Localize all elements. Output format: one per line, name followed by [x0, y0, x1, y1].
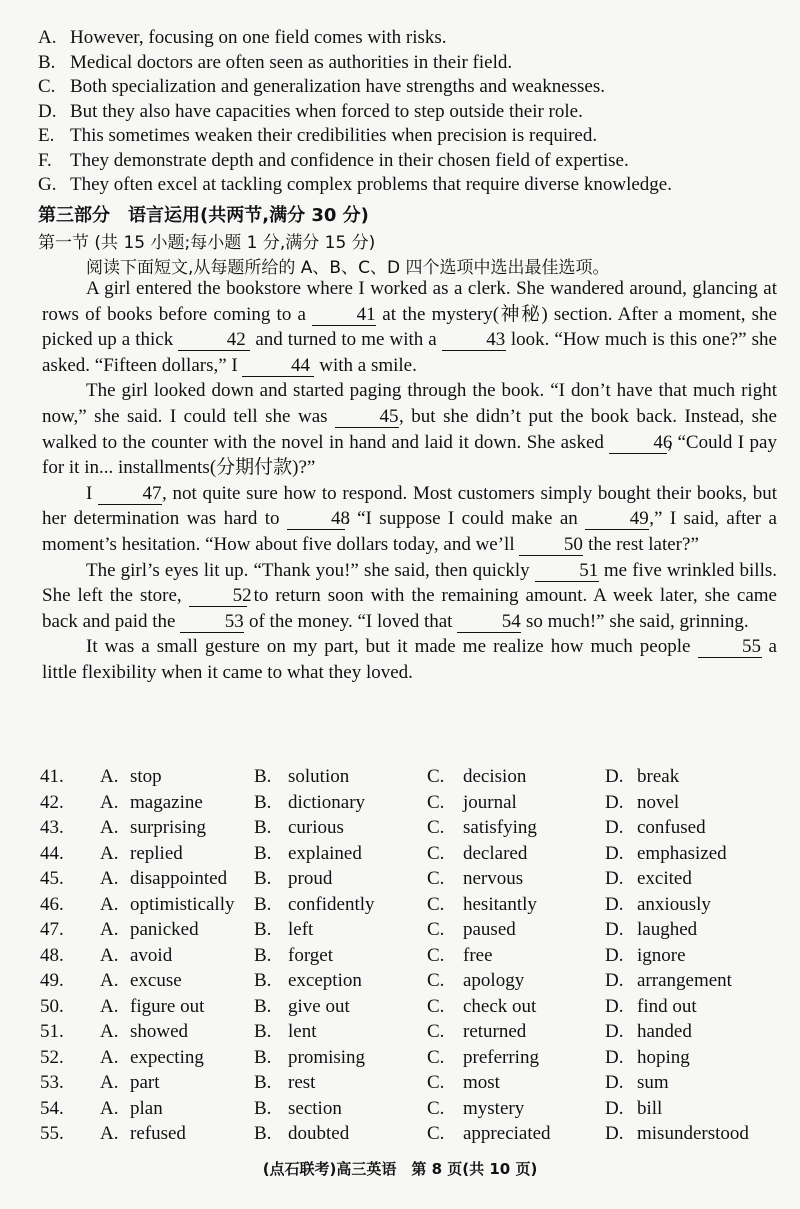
option-label-d: D. — [605, 868, 624, 889]
choice-d: confused — [637, 817, 706, 838]
choice-d: excited — [637, 868, 692, 889]
choice-d: bill — [637, 1097, 663, 1119]
option-label-c: C. — [427, 944, 445, 966]
page-footer: (点石联考)高三英语 第 8 页(共 10 页) — [262, 1160, 538, 1178]
choice-d: laughed — [637, 919, 698, 940]
question-row — [40, 1045, 780, 1071]
option-label-a: A. — [100, 1072, 119, 1093]
choice-a: excuse — [130, 970, 182, 991]
blank-43: 43 — [442, 330, 506, 351]
choice-a: avoid — [130, 944, 173, 966]
option-label-c: C. — [427, 970, 445, 991]
question-number: 54. — [40, 1097, 64, 1119]
blank-44: 44 — [242, 356, 314, 377]
instruction: 阅读下面短文,从每题所给的 A、B、C、D 四个选项中选出最佳选项。 — [86, 258, 610, 278]
choice-a: showed — [130, 1021, 189, 1042]
question-row — [40, 1070, 780, 1096]
question-number: 46. — [40, 893, 64, 915]
choice-b: confidently — [288, 893, 375, 915]
paragraph-3: I 47, not quite sure how to respond. Most customers simply bought their books, but her determination was hard to 48. “I suppose I could make an 49,” I said, after a moment’s hesitation. “How about five dollars today, and we’ll 50 the rest later?” — [42, 482, 778, 555]
paragraph-2: The girl looked down and started paging through the book. “I don’t have that much right now,” she said. I could tell she was 45, but she didn’t put the book back. Instead, she walked to the counter with the novel in hand and laid it down. She asked 46, “Could I pay for it in... installments(分期付款)?” — [42, 380, 777, 479]
question-number: 47. — [40, 919, 64, 940]
option-label-b: B. — [254, 1123, 272, 1144]
option-label-c: C. — [427, 817, 445, 838]
question-row — [40, 764, 780, 790]
option-label-a: A. — [100, 1046, 119, 1068]
option-b: B. Medical doctors are often seen as authorities in their field. — [38, 51, 513, 73]
section-title: 第三部分 语言运用(共两节,满分 30 分) — [38, 205, 369, 226]
choice-c: most — [463, 1072, 500, 1093]
option-label-a: A. — [100, 919, 119, 940]
choice-b: promising — [288, 1046, 366, 1068]
option-label-b: B. — [254, 1021, 272, 1042]
option-label-a: A. — [100, 817, 119, 838]
choice-b: dictionary — [288, 791, 366, 813]
option-label-d: D. — [605, 1021, 624, 1042]
paragraph-1: A girl entered the bookstore where I worked as a clerk. She wandered around, glancing at rows of books before coming to a 41 at the mystery(神秘) section. After a moment, she picked up a thick 42 and turned to me with a 43 look. “How much is this one?” she asked. “Fifteen dollars,” I 44 with a smile. — [42, 278, 777, 376]
blank-42: 42 — [178, 330, 250, 351]
choice-c: mystery — [463, 1097, 525, 1119]
option-label-d: D. — [605, 766, 624, 787]
question-list — [40, 764, 780, 1147]
choice-a: refused — [130, 1123, 186, 1144]
choice-d: ignore — [637, 944, 686, 966]
option-label-a: A. — [100, 944, 119, 966]
option-label-b: B. — [254, 842, 272, 864]
paragraph-5: It was a small gesture on my part, but it made me realize how much people 55 a little flexibility when it came to what they loved. — [42, 636, 777, 683]
option-label-a: A. — [100, 893, 119, 915]
choice-a: magazine — [130, 791, 203, 813]
choice-a: part — [130, 1072, 160, 1093]
option-label-c: C. — [427, 1046, 445, 1068]
choice-c: preferring — [463, 1046, 539, 1068]
option-list — [38, 26, 778, 198]
choice-d: find out — [637, 995, 697, 1017]
question-row — [40, 866, 780, 892]
option-label-b: B. — [254, 970, 272, 991]
option-label-b: B. — [254, 766, 272, 787]
choice-b: explained — [288, 842, 362, 864]
option-label-a: A. — [100, 791, 119, 813]
blank-54: 54 — [457, 612, 521, 633]
choice-c: journal — [463, 791, 517, 813]
option-label-c: C. — [427, 1123, 445, 1144]
question-number: 53. — [40, 1072, 64, 1093]
option-label-b: B. — [254, 1046, 272, 1068]
option-label-c: C. — [427, 842, 445, 864]
option-label-c: C. — [427, 1097, 445, 1119]
choice-c: satisfying — [463, 817, 537, 838]
choice-b: solution — [288, 766, 350, 787]
question-row — [40, 1019, 780, 1045]
question-row — [40, 917, 780, 943]
option-label-c: C. — [427, 791, 445, 813]
option-c: C. Both specialization and generalization have strengths and weaknesses. — [38, 76, 605, 97]
option-label-d: D. — [605, 842, 624, 864]
choice-a: surprising — [130, 817, 206, 838]
question-number: 50. — [40, 995, 64, 1017]
choice-b: curious — [288, 817, 344, 838]
question-number: 43. — [40, 817, 64, 838]
option-label-a: A. — [100, 842, 119, 864]
blank-41: 41 — [312, 305, 376, 326]
choice-c: appreciated — [463, 1123, 551, 1144]
option-label-d: D. — [605, 817, 624, 838]
option-label-b: B. — [254, 791, 272, 813]
choice-b: section — [288, 1097, 342, 1119]
question-row — [40, 994, 780, 1020]
option-label-a: A. — [100, 1021, 119, 1042]
option-label-c: C. — [427, 868, 445, 889]
choice-d: hoping — [637, 1046, 690, 1068]
option-label-b: B. — [254, 893, 272, 915]
option-label-d: D. — [605, 1123, 624, 1144]
choice-c: apology — [463, 970, 525, 991]
option-label-c: C. — [427, 893, 445, 915]
choice-d: arrangement — [637, 970, 732, 991]
option-label-b: B. — [254, 868, 272, 889]
blank-49: 49 — [585, 509, 649, 530]
question-number: 49. — [40, 970, 64, 991]
option-f: F. They demonstrate depth and confidence in their chosen field of expertise. — [38, 149, 629, 171]
choice-b: give out — [288, 995, 350, 1017]
option-label-d: D. — [605, 893, 624, 915]
question-number: 55. — [40, 1123, 64, 1144]
choice-d: handed — [637, 1021, 692, 1042]
choice-d: anxiously — [637, 893, 711, 915]
question-row — [40, 943, 780, 969]
blank-51: 51 — [535, 561, 599, 582]
choice-a: stop — [130, 766, 162, 787]
blank-52: 52 — [189, 586, 247, 607]
choice-a: replied — [130, 842, 183, 864]
option-label-d: D. — [605, 919, 624, 940]
option-label-c: C. — [427, 1072, 445, 1093]
choice-c: decision — [463, 766, 527, 787]
choice-c: returned — [463, 1021, 527, 1042]
choice-d: novel — [637, 791, 680, 813]
choice-b: left — [288, 919, 314, 940]
question-number: 41. — [40, 766, 64, 787]
option-g: G. They often excel at tackling complex problems that require diverse knowledge. — [38, 174, 672, 195]
option-e: E. This sometimes weaken their credibilities when precision is required. — [38, 125, 598, 146]
question-number: 52. — [40, 1046, 64, 1068]
question-number: 45. — [40, 868, 64, 889]
choice-b: rest — [288, 1072, 316, 1093]
question-row — [40, 892, 780, 918]
question-row — [40, 815, 780, 841]
option-label-a: A. — [100, 766, 119, 787]
paragraph-4: The girl’s eyes lit up. “Thank you!” she said, then quickly 51 me five wrinkled bills. She left the store, 52 to return soon with the remaining amount. A week later, she came back and paid the 53 of the money. “I loved that 54 so much!” she said, grinning. — [42, 559, 777, 632]
choice-c: paused — [463, 919, 516, 940]
question-row — [40, 1121, 780, 1147]
option-label-b: B. — [254, 817, 272, 838]
option-label-b: B. — [254, 1097, 272, 1119]
choice-b: forget — [288, 944, 334, 966]
choice-a: panicked — [130, 919, 199, 940]
question-number: 42. — [40, 791, 64, 813]
option-label-d: D. — [605, 970, 624, 991]
choice-b: doubted — [288, 1123, 350, 1144]
choice-c: nervous — [463, 868, 524, 889]
option-label-b: B. — [254, 1072, 272, 1093]
choice-d: emphasized — [637, 842, 727, 864]
choice-b: lent — [288, 1021, 317, 1042]
cloze-passage — [42, 276, 777, 686]
option-label-c: C. — [427, 1021, 445, 1042]
option-label-d: D. — [605, 1046, 624, 1068]
option-label-c: C. — [427, 919, 445, 940]
option-a: A. However, focusing on one field comes with risks. — [38, 27, 447, 48]
choice-d: break — [637, 766, 680, 787]
option-label-d: D. — [605, 944, 624, 966]
option-label-c: C. — [427, 995, 445, 1017]
question-row — [40, 841, 780, 867]
choice-a: disappointed — [130, 868, 228, 889]
blank-45: 45 — [335, 407, 399, 428]
choice-c: check out — [463, 995, 537, 1017]
blank-55: 55 — [698, 637, 762, 658]
question-number: 44. — [40, 842, 64, 864]
option-label-d: D. — [605, 995, 624, 1017]
choice-c: free — [463, 944, 493, 966]
choice-a: plan — [130, 1097, 163, 1119]
choice-a: optimistically — [130, 893, 235, 915]
option-label-a: A. — [100, 1123, 119, 1144]
question-number: 48. — [40, 944, 64, 966]
option-label-a: A. — [100, 970, 119, 991]
choice-d: misunderstood — [637, 1123, 749, 1144]
choice-a: figure out — [130, 995, 205, 1017]
choice-b: proud — [288, 868, 333, 889]
option-d: D. But they also have capacities when forced to step outside their role. — [38, 100, 583, 122]
option-label-d: D. — [605, 791, 624, 813]
blank-48: 48 — [287, 509, 345, 530]
option-label-b: B. — [254, 919, 272, 940]
blank-50: 50 — [519, 535, 583, 556]
option-label-a: A. — [100, 995, 119, 1017]
blank-53: 53 — [180, 612, 244, 633]
option-label-d: D. — [605, 1097, 624, 1119]
question-row — [40, 790, 780, 816]
blank-46: 46 — [609, 433, 667, 454]
option-label-a: A. — [100, 868, 119, 889]
option-label-d: D. — [605, 1072, 624, 1093]
choice-a: expecting — [130, 1046, 204, 1068]
option-label-c: C. — [427, 766, 445, 787]
choice-d: sum — [637, 1072, 669, 1093]
choice-c: hesitantly — [463, 893, 537, 915]
option-label-a: A. — [100, 1097, 119, 1119]
question-row — [40, 968, 780, 994]
subsection-title: 第一节 (共 15 小题;每小题 1 分,满分 15 分) — [38, 233, 376, 253]
option-label-b: B. — [254, 944, 272, 966]
question-row — [40, 1096, 780, 1122]
choice-b: exception — [288, 970, 362, 991]
option-label-b: B. — [254, 995, 272, 1017]
question-number: 51. — [40, 1021, 64, 1042]
choice-c: declared — [463, 842, 528, 864]
blank-47: 47 — [98, 484, 162, 505]
